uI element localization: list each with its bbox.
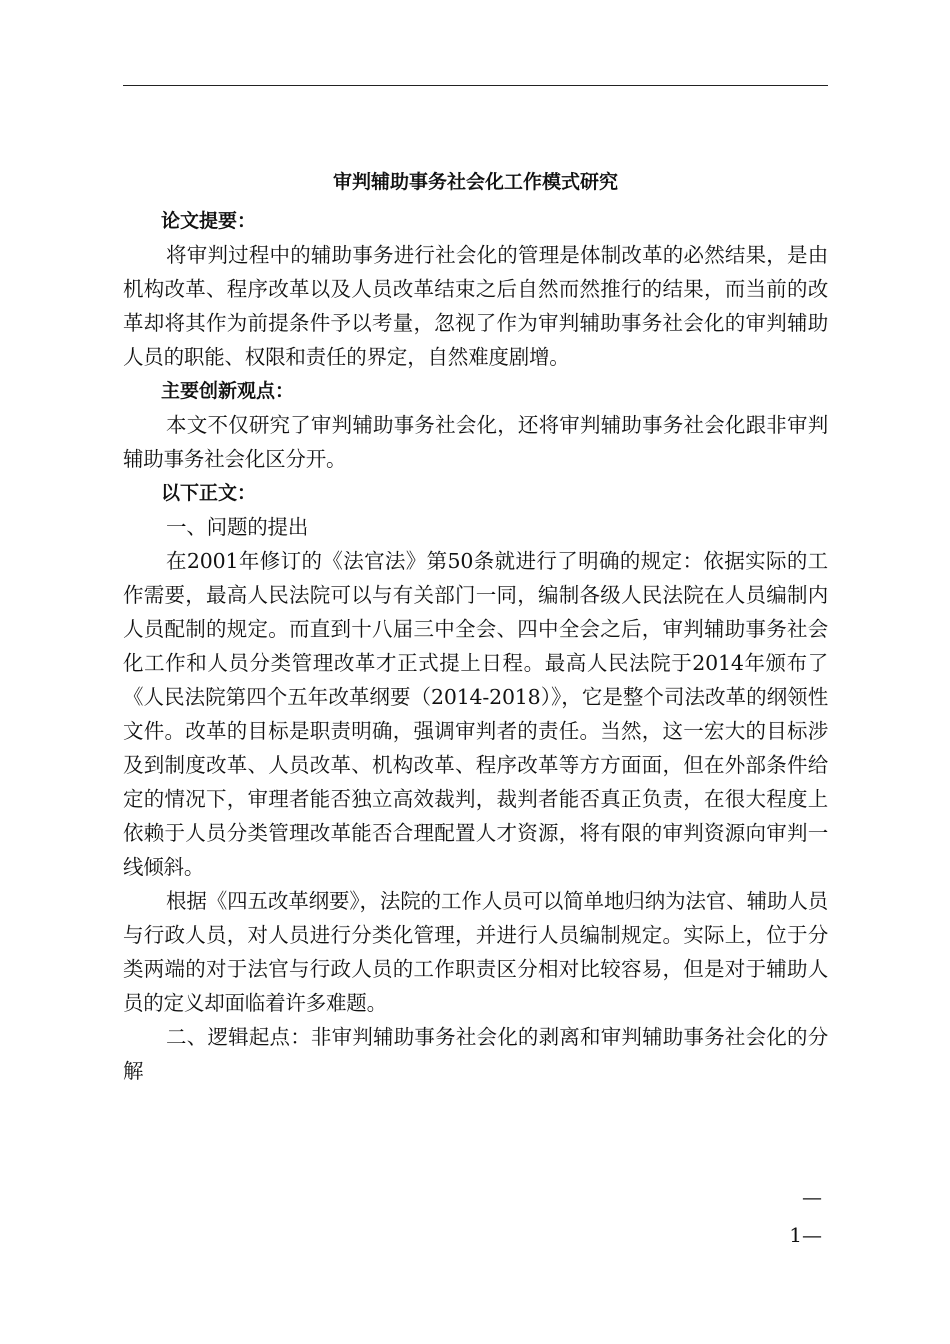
section-title-1: 一、问题的提出 <box>166 515 309 539</box>
abstract-heading: 论文提要： <box>161 210 257 232</box>
footer-dash: — <box>802 1185 822 1209</box>
page-footer <box>789 1178 822 1254</box>
innovation-paragraph: 本文不仅研究了审判辅助事务社会化，还将审判辅助事务社会化跟非审判辅助事务社会化区分开。 <box>123 413 828 471</box>
page-title: 审判辅助事务社会化工作模式研究 <box>332 171 618 193</box>
abstract-paragraph: 将审判过程中的辅助事务进行社会化的管理是体制改革的必然结果，是由机构改革、程序改革以及人员改革结束之后自然而然推行的结果，而当前的改革却将其作为前提条件予以考量，忽视了作为审判辅助事务社会化的审判辅助人员的职能、权限和责任的界定，自然难度剧增。 <box>123 243 828 369</box>
body-paragraph-2: 根据《四五改革纲要》，法院的工作人员可以简单地归纳为法官、辅助人员与行政人员，对人员进行分类化管理，并进行人员编制规定。实际上，位于分类两端的对于法官与行政人员的工作职责区分相对比较容易，但是对于辅助人员的定义却面临着许多难题。 <box>123 889 828 1015</box>
header-rule <box>123 85 828 86</box>
section-title-2: 二、逻辑起点：非审判辅助事务社会化的剥离和审判辅助事务社会化的分解 <box>123 1025 828 1083</box>
innovation-heading: 主要创新观点： <box>161 380 295 402</box>
body-heading: 以下正文： <box>161 482 257 504</box>
page-number: 1— <box>789 1223 822 1247</box>
body-paragraph-1: 在2001年修订的《法官法》第50条就进行了明确的规定：依据实际的工作需要，最高人民法院可以与有关部门一同，编制各级人民法院在人员编制内人员配制的规定。而直到十八届三中全会、四中全会之后，审判辅助事务社会化工作和人员分类管理改革才正式提上日程。最高人民法院于2014年颁布了《人民法院第四个五年改革纲要（2014-2018）》，它是整个司法改革的纲领性文件。改革的目标是职责明确，强调审判者的责任。当然，这一宏大的目标涉及到制度改革、人员改革、机构改革、程序改革等方方面面，但在外部条件给定的情况下，审理者能否独立高效裁判，裁判者能否真正负责，在很大程度上依赖于人员分类管理改革能否合理配置人才资源，将有限的审判资源向审判一线倾斜。 <box>123 549 828 879</box>
document-body <box>123 160 828 1088</box>
